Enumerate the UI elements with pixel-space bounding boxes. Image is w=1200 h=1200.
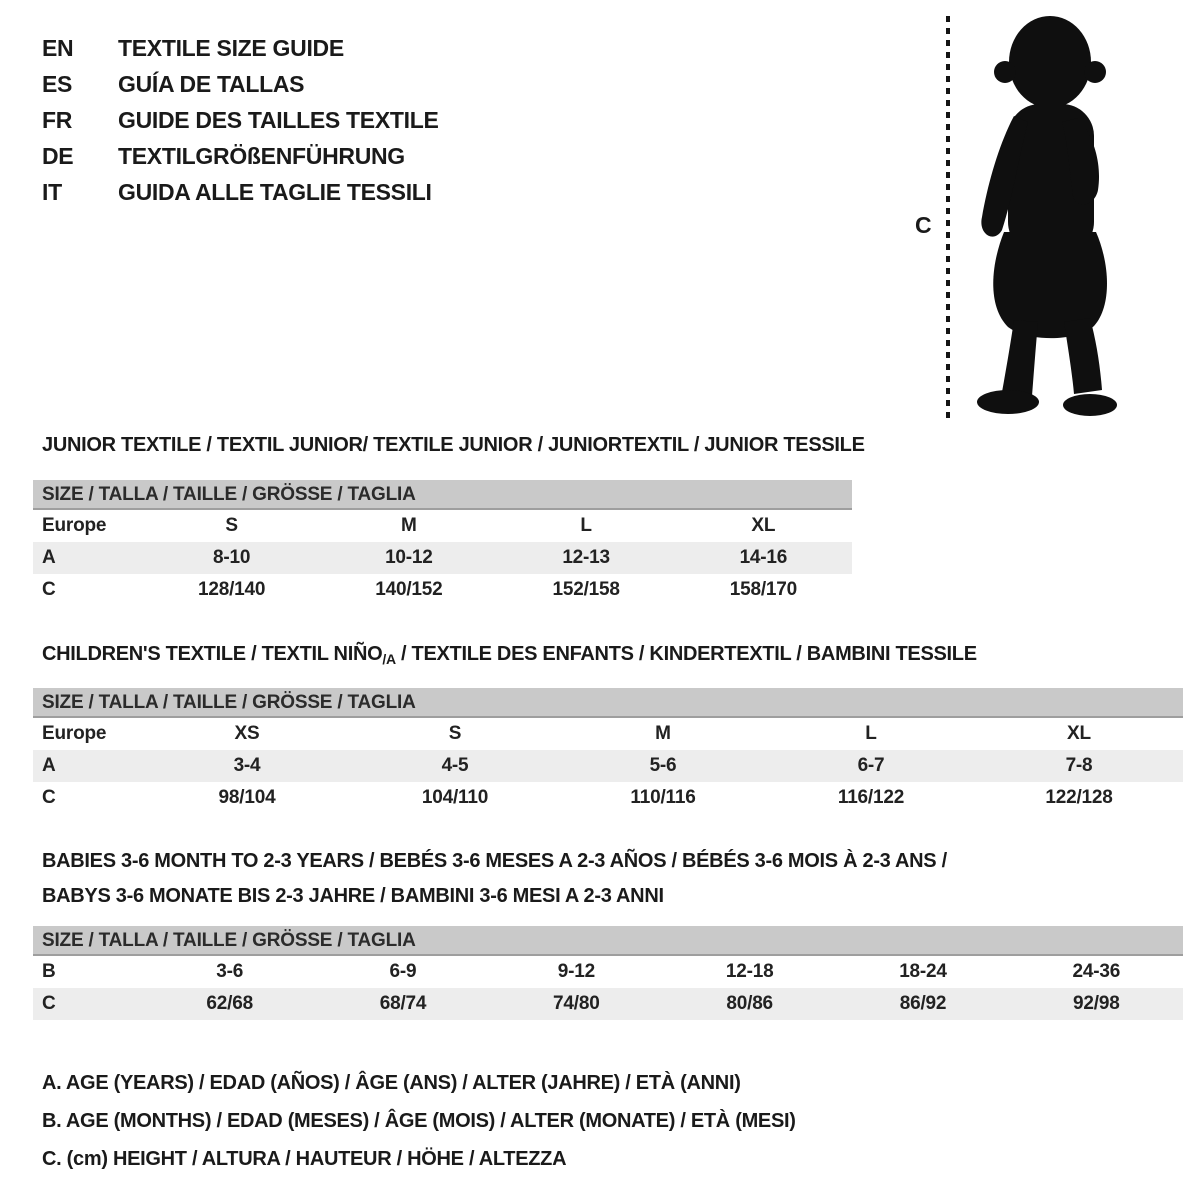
lang-code: EN xyxy=(42,34,74,61)
children-title-suffix: / TEXTILE DES ENFANTS / KINDERTEXTIL / BAMBINI TESSILE xyxy=(395,643,977,665)
table-cell: 7-8 xyxy=(1065,755,1093,776)
table-cell: 24-36 xyxy=(1072,961,1121,982)
table-cell: 12-13 xyxy=(562,547,610,568)
table-cell: M xyxy=(655,723,671,744)
table-cell: 10-12 xyxy=(385,547,433,568)
lang-code: ES xyxy=(42,70,73,97)
lang-code: IT xyxy=(42,178,62,205)
junior-size-table xyxy=(33,480,852,606)
table-cell: 74/80 xyxy=(553,993,600,1014)
junior-table-rows xyxy=(33,510,852,606)
babies-size-table xyxy=(33,926,1183,1020)
table-cell: 3-4 xyxy=(233,755,261,776)
toddler-silhouette-icon xyxy=(958,12,1148,422)
row-label-cell: Europe xyxy=(42,723,107,744)
table-cell: 98/104 xyxy=(218,787,276,808)
table-cell: M xyxy=(401,515,417,536)
table-cell: S xyxy=(448,723,462,744)
lang-label: GUÍA DE TALLAS xyxy=(118,70,305,97)
row-label-cell: B xyxy=(42,961,56,982)
lang-label: GUIDA ALLE TAGLIE TESSILI xyxy=(118,178,432,205)
table-cell: 140/152 xyxy=(375,579,443,600)
table-row xyxy=(33,750,1183,782)
lang-label: GUIDE DES TAILLES TEXTILE xyxy=(118,106,439,133)
table-row xyxy=(33,956,1183,988)
table-row xyxy=(33,718,1183,750)
table-cell: 8-10 xyxy=(213,547,251,568)
table-cell: 158/170 xyxy=(729,579,798,600)
table-cell: L xyxy=(580,515,592,536)
children-title-prefix: CHILDREN'S TEXTILE / TEXTIL NIÑO xyxy=(42,643,383,665)
table-cell: 86/92 xyxy=(899,993,947,1014)
height-measure-label: C xyxy=(915,212,932,238)
table-row xyxy=(33,782,1183,814)
table-cell: 104/110 xyxy=(421,787,489,808)
table-cell: XS xyxy=(234,723,260,744)
row-label-cell: A xyxy=(42,755,56,776)
row-label-cell: C xyxy=(42,787,56,808)
children-section-title xyxy=(42,643,977,667)
children-table-rows xyxy=(33,718,1183,814)
height-measure-dashed-line xyxy=(946,16,950,418)
table-cell: 5-6 xyxy=(649,755,677,776)
table-cell: XL xyxy=(751,515,776,536)
junior-section-title: JUNIOR TEXTILE / TEXTIL JUNIOR/ TEXTILE JUNIOR / JUNIORTEXTIL / JUNIOR TESSILE xyxy=(42,434,865,456)
table-cell: 122/128 xyxy=(1045,787,1113,808)
table-cell: 3-6 xyxy=(216,961,244,982)
lang-row-es xyxy=(42,66,439,102)
table-cell: 80/86 xyxy=(726,993,773,1014)
lang-code: DE xyxy=(42,142,74,169)
table-cell: 9-12 xyxy=(557,961,595,982)
row-label-cell: Europe xyxy=(42,515,107,536)
table-cell: 6-7 xyxy=(857,755,885,776)
size-header-bar: SIZE / TALLA / TAILLE / GRÖSSE / TAGLIA xyxy=(33,926,1183,956)
lang-row-fr xyxy=(42,102,439,138)
table-row xyxy=(33,988,1183,1020)
row-label-cell: A xyxy=(42,547,56,568)
size-header-bar: SIZE / TALLA / TAILLE / GRÖSSE / TAGLIA xyxy=(33,688,1183,718)
table-cell: 128/140 xyxy=(197,579,266,600)
table-cell: 116/122 xyxy=(837,787,905,808)
table-cell: 14-16 xyxy=(739,547,788,568)
lang-label: TEXTILE SIZE GUIDE xyxy=(118,34,344,61)
table-row xyxy=(33,510,852,542)
row-label-cell: C xyxy=(42,993,56,1014)
table-cell: L xyxy=(865,723,877,744)
legend-line-a: A. AGE (YEARS) / EDAD (AÑOS) / ÂGE (ANS) / ALTER (JAHRE) / ETÀ (ANNI) xyxy=(42,1072,741,1094)
legend-line-c: C. (cm) HEIGHT / ALTURA / HAUTEUR / HÖHE / ALTEZZA xyxy=(42,1148,567,1170)
babies-section-title xyxy=(42,844,947,914)
table-cell: 152/158 xyxy=(552,579,620,600)
table-row xyxy=(33,542,852,574)
children-size-table xyxy=(33,688,1183,814)
language-title-list xyxy=(42,30,439,210)
table-cell: 68/74 xyxy=(379,993,427,1014)
lang-label: TEXTILGRÖßENFÜHRUNG xyxy=(118,142,405,169)
table-cell: 18-24 xyxy=(899,961,947,982)
babies-title-line-2: BABYS 3-6 MONATE BIS 2-3 JAHRE / BAMBINI 3-6 MESI A 2-3 ANNI xyxy=(42,885,664,907)
table-cell: S xyxy=(225,515,238,536)
table-row xyxy=(33,574,852,606)
table-cell: 4-5 xyxy=(441,755,469,776)
table-cell: 110/116 xyxy=(630,787,696,808)
babies-title-line-1: BABIES 3-6 MONTH TO 2-3 YEARS / BEBÉS 3-6 MESES A 2-3 AÑOS / BÉBÉS 3-6 MOIS À 2-3 ANS / xyxy=(42,850,947,872)
lang-row-de xyxy=(42,138,439,174)
table-cell: 62/68 xyxy=(206,993,253,1014)
table-cell: XL xyxy=(1067,723,1091,744)
lang-row-it xyxy=(42,174,439,210)
measurement-legend xyxy=(42,1064,796,1178)
lang-code: FR xyxy=(42,106,73,133)
legend-line-b: B. AGE (MONTHS) / EDAD (MESES) / ÂGE (MOIS) / ALTER (MONATE) / ETÀ (MESI) xyxy=(42,1110,796,1132)
lang-row-en xyxy=(42,30,439,66)
table-cell: 6-9 xyxy=(389,961,417,982)
row-label-cell: C xyxy=(42,579,56,600)
babies-table-rows xyxy=(33,956,1183,1020)
children-title-subscript: /A xyxy=(382,651,396,667)
table-cell: 92/98 xyxy=(1073,993,1120,1014)
size-header-bar: SIZE / TALLA / TAILLE / GRÖSSE / TAGLIA xyxy=(33,480,852,510)
table-cell: 12-18 xyxy=(725,961,774,982)
